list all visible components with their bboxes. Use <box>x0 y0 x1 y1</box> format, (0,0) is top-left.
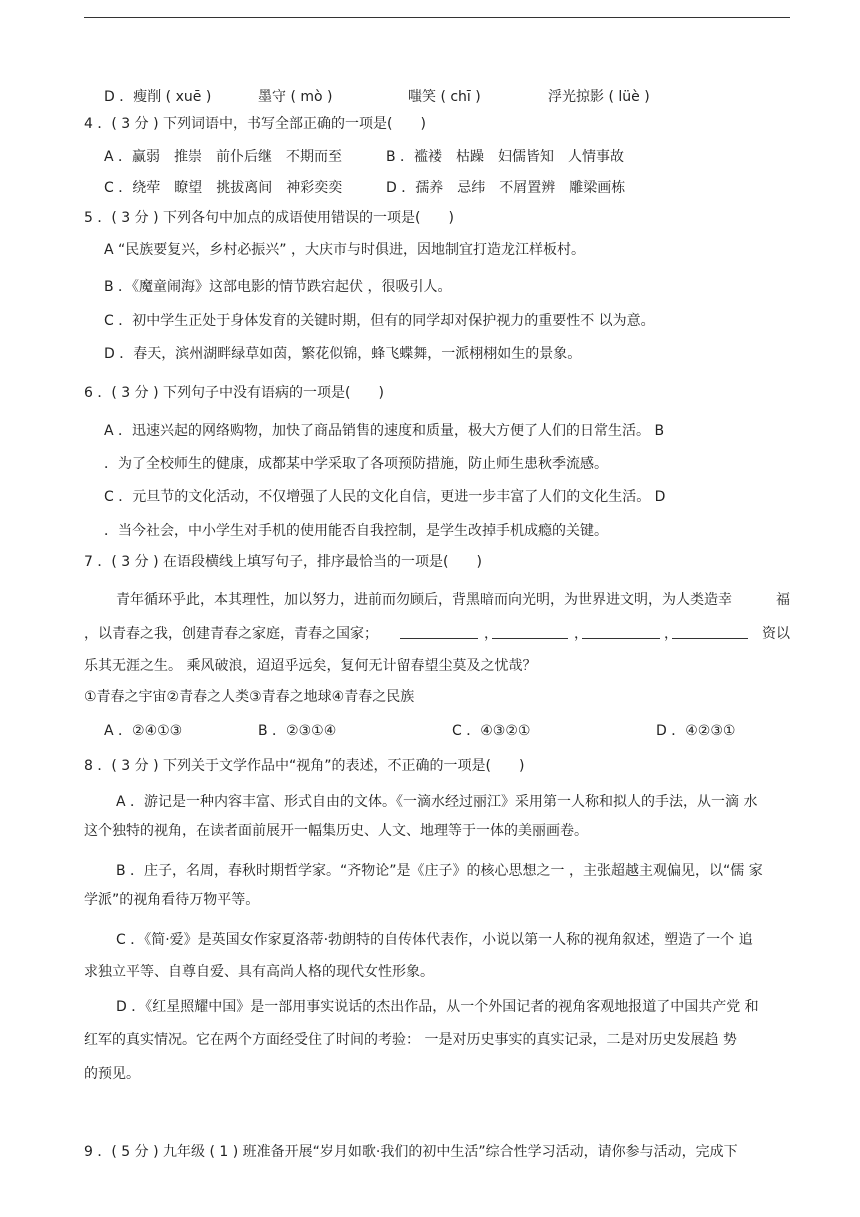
question-8-stem: 8 ．( 3 分 ) 下列关于文学作品中“视角”的表述，不正确的一项是( ) <box>84 758 525 774</box>
q7-blank-3 <box>582 638 660 639</box>
q4-option-a: A ．赢弱 推崇 前仆后继 不期而至 <box>104 149 343 165</box>
question-9-stem: 9 ．( 5 分 ) 九年级 ( 1 ) 班准备开展“岁月如歌·我们的初中生活”综合性学习活动，请你参与活动，完成下 <box>84 1144 738 1160</box>
question-4-stem: 4 ．( 3 分 ) 下列词语中，书写全部正确的一项是( ) <box>84 116 426 132</box>
q7-passage-line-1-end: 福 <box>776 592 790 608</box>
q5-option-a: A “民族要复兴，乡村必振兴” ，大庆市与时俱进，因地制宜打造龙江样板村。 <box>104 242 585 258</box>
q6-option-a: A ．迅速兴起的网络购物，加快了商品销售的速度和质量，极大方便了人们的日常生活。 B <box>104 423 665 439</box>
q8-option-d-line-2: 红军的真实情况。它在两个方面经受住了时间的考验： 一是对历史事实的真实记录，二是对历史发展趋 势 <box>84 1032 737 1048</box>
q7-comma-2: ， <box>574 626 588 642</box>
q8-option-b-line-2: 学派”的视角看待万物平等。 <box>84 892 260 908</box>
question-7-stem: 7 ．( 3 分 ) 在语段横线上填写句子，排序最恰当的一项是( ) <box>84 554 482 570</box>
q4-option-c: C ．绕荦 瞭望 挑拔离间 神彩奕奕 <box>104 180 343 196</box>
q8-option-a-line-1: A ．游记是一种内容丰富、形式自由的文体。《一滴水经过丽江》采用第一人称和拟人的手法，从一滴 水 <box>116 794 758 810</box>
q3-option-d: D ．瘦削 ( xuē ) <box>104 89 212 105</box>
q7-blank-4 <box>672 638 748 639</box>
q7-comma-3: ， <box>664 626 678 642</box>
q7-blank-1 <box>400 638 478 639</box>
q7-option-b: B ．②③①④ <box>258 723 337 739</box>
question-6-stem: 6 ．( 3 分 ) 下列句子中没有语病的一项是( ) <box>84 385 384 401</box>
q8-option-d-line-3: 的预见。 <box>84 1066 140 1082</box>
q6-option-d: ．当今社会，中小学生对手机的使用能否自我控制，是学生改掉手机成瘾的关键。 <box>104 523 608 539</box>
q5-option-b: B ．《魔童闹海》这部电影的情节跌宕起伏 ，很吸引人。 <box>104 279 452 295</box>
q7-option-d: D ．④②③① <box>656 723 736 739</box>
q3-option-d-word4: 浮光掠影 ( lüè ) <box>548 89 650 105</box>
q8-option-d-line-1: D ．《红星照耀中国》是一部用事实说话的杰出作品，从一个外国记者的视角客观地报道了中国共产党 和 <box>116 999 759 1015</box>
q7-option-c: C ．④③②① <box>452 723 531 739</box>
q7-passage-line-1: 青年循环乎此，本其理性，加以努力，进前而勿顾后，背黑暗而向光明，为世界进文明，为人类造幸 <box>116 592 732 608</box>
question-5-stem: 5 ．( 3 分 ) 下列各句中加点的成语使用错误的一项是( ) <box>84 210 454 226</box>
q3-option-d-word2: 墨守 ( mò ) <box>258 89 333 105</box>
q7-passage-line-3: 乐其无涯之生。 乘风破浪，迢迢乎远矣，复何无计留春望尘莫及之忧哉？ <box>84 658 537 674</box>
q7-items: ①青春之宇宙②青春之人类③青春之地球④青春之民族 <box>84 689 415 705</box>
q8-option-c-line-1: C ．《简·爱》是英国女作家夏洛蒂·勃朗特的自传体代表作，小说以第一人称的视角叙述，塑造了一个 追 <box>116 932 753 948</box>
q8-option-a-line-2: 这个独特的视角，在读者面前展开一幅集历史、人文、地理等于一体的美丽画卷。 <box>84 823 588 839</box>
q7-comma-1: ， <box>484 626 498 642</box>
q5-option-c: C ．初中学生正处于身体发育的关键时期，但有的同学却对保护视力的重要性不 以为意。 <box>104 313 655 329</box>
q7-blank-2 <box>492 638 568 639</box>
q8-option-b-line-1: B ．庄子，名周，春秋时期哲学家。“齐物论”是《庄子》的核心思想之一 ，主张超越主观偏见，以“儒 家 <box>116 863 763 879</box>
header-rule <box>84 17 790 18</box>
q7-passage-line-2-end: 资以 <box>762 626 790 642</box>
q7-passage-line-2: ，以青春之我，创建青春之家庭，青春之国家； <box>84 626 378 642</box>
q5-option-d: D ．春天，滨州湖畔绿草如茵，繁花似锦，蜂飞蝶舞，一派栩栩如生的景象。 <box>104 346 582 362</box>
q4-option-d: D ．孺养 忌纬 不屑置辨 雕梁画栋 <box>386 180 626 196</box>
q6-option-c: C ．元旦节的文化活动，不仅增强了人民的文化自信，更进一步丰富了人们的文化生活。 D <box>104 489 666 505</box>
q8-option-c-line-2: 求独立平等、自尊自爱、具有高尚人格的现代女性形象。 <box>84 964 434 980</box>
q4-option-b: B ．褴褛 枯躁 妇儒皆知 人情事故 <box>386 149 625 165</box>
q3-option-d-word3: 嗤笑 ( chī ) <box>408 89 481 105</box>
q6-option-b: ．为了全校师生的健康，成都某中学采取了各项预防措施，防止师生患秋季流感。 <box>104 456 608 472</box>
q7-option-a: A ．②④①③ <box>104 723 183 739</box>
